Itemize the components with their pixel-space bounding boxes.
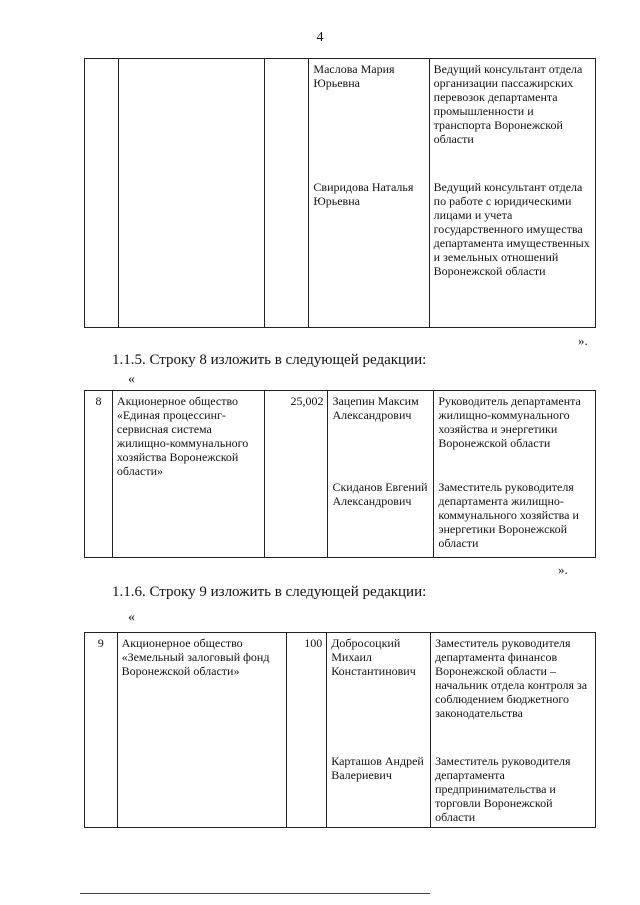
person-position: Заместитель руководителя департамента жилищно-коммунального хозяйства и энергетики Воронежской области — [438, 480, 579, 550]
person-position: Ведущий консультант отдела по работе с юридическими лицами и учета государственного имущества департамента имущественных и земельных отношений Воронежской области — [433, 180, 590, 278]
open-quote: « — [128, 372, 135, 387]
person-position: Ведущий консультант отдела организации пассажирских перевозок департамента промышленности и транспорта Воронежской области — [433, 62, 583, 146]
cell-organization: Акционерное общество «Земельный залоговый фонд Воронежской области» — [117, 633, 286, 828]
table-row — [85, 391, 596, 558]
cell-number: 8 — [85, 391, 113, 558]
table-row-8 — [84, 390, 596, 558]
table-row-9 — [84, 632, 596, 828]
cell-share — [265, 59, 309, 328]
person-name: Зацепин Максим Александрович — [332, 394, 419, 422]
person-name: Маслова Мария Юрьевна — [313, 62, 395, 90]
cell-positions — [429, 59, 595, 328]
table-continuation — [84, 58, 596, 328]
person-position: Руководитель департамента жилищно-коммунального хозяйства и энергетики Воронежской области — [438, 394, 581, 450]
cell-names — [328, 391, 434, 558]
person-name: Свиридова Наталья Юрьевна — [313, 180, 414, 208]
person-name: Скиданов Евгений Александрович — [332, 480, 428, 508]
cell-number — [85, 59, 119, 328]
cell-positions — [434, 391, 596, 558]
table-row — [85, 59, 596, 328]
cell-share: 100 — [286, 633, 327, 828]
person-position: Заместитель руководителя департамента финансов Воронежской области – начальник отдела контроля за соблюдением бюджетного законодательства — [435, 636, 588, 720]
footer-divider — [80, 893, 430, 894]
person-name: Карташов Андрей Валериевич — [331, 754, 424, 782]
page-number: 4 — [316, 30, 324, 45]
open-quote: « — [128, 610, 135, 625]
section-heading: 1.1.6. Строку 9 изложить в следующей редакции: — [112, 584, 427, 600]
table-row — [85, 633, 596, 828]
cell-organization: Акционерное общество «Единая процессинг-сервисная система жилищно-коммунального хозяйства Воронежской области» — [112, 391, 264, 558]
person-position: Заместитель руководителя департамента предпринимательства и торговли Воронежской области — [435, 754, 571, 824]
cell-number: 9 — [85, 633, 118, 828]
close-quote: ». — [558, 562, 568, 577]
cell-names — [309, 59, 429, 328]
person-name: Добросоцкий Михаил Константинович — [331, 636, 416, 678]
close-quote: ». — [578, 333, 588, 348]
cell-share: 25,002 — [264, 391, 328, 558]
cell-positions — [431, 633, 596, 828]
cell-organization — [119, 59, 265, 328]
section-heading: 1.1.5. Строку 8 изложить в следующей редакции: — [112, 352, 427, 368]
cell-names — [327, 633, 431, 828]
